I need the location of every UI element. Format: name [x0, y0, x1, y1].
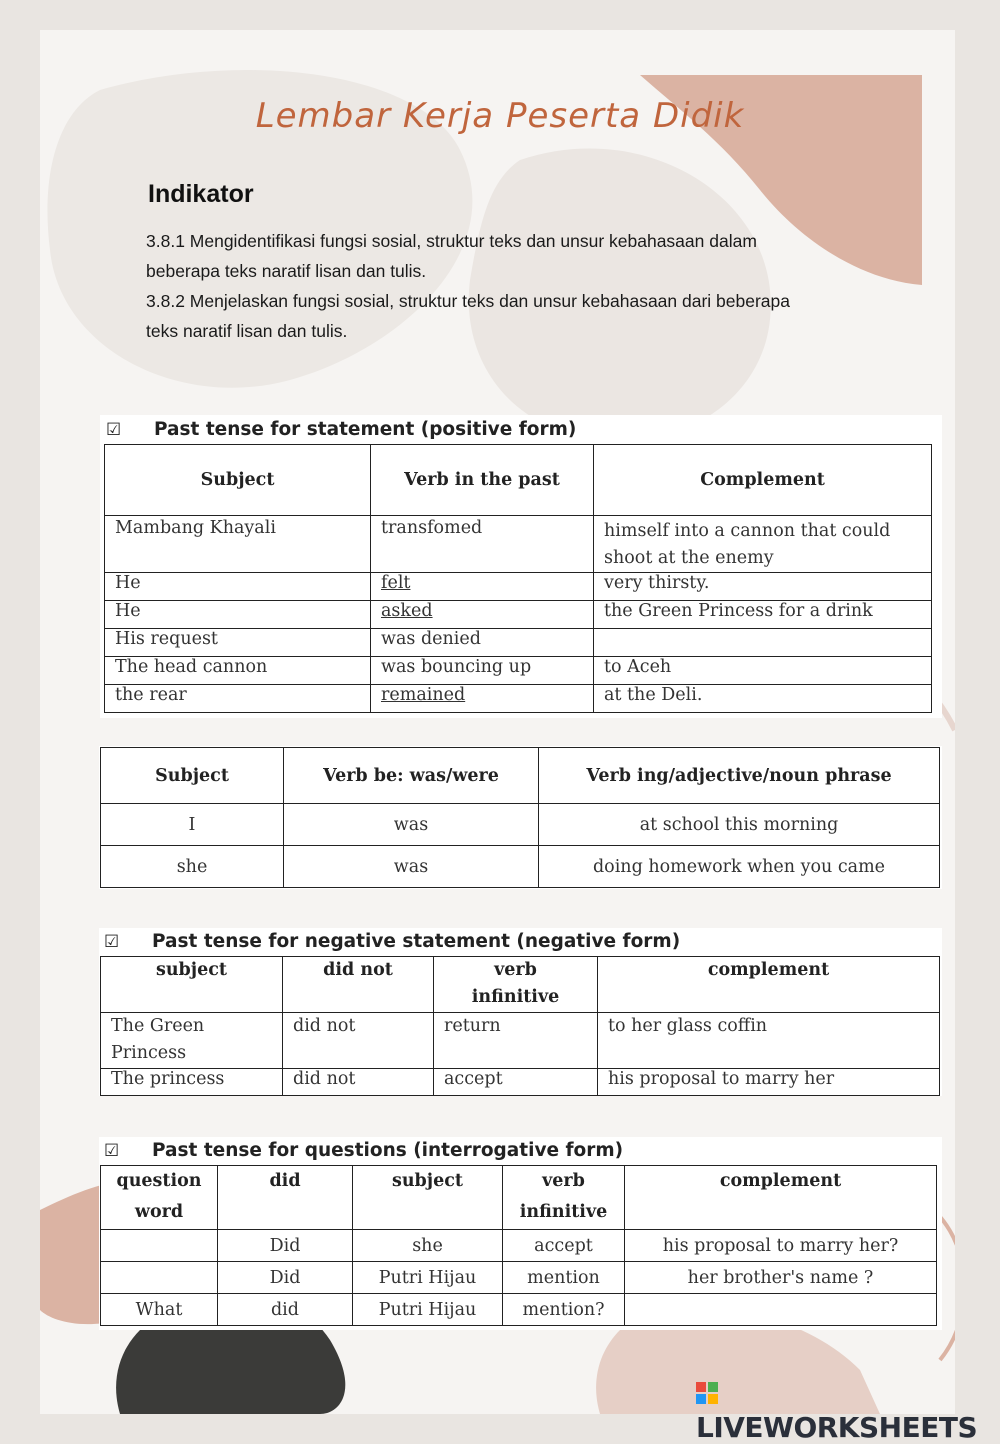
table-header-row — [101, 748, 940, 804]
table-cell: she — [101, 846, 284, 888]
checkbox-icon: ☑ — [104, 1141, 120, 1161]
table-cell: mention? — [503, 1294, 625, 1326]
table4-caption: ☑ Past tense for questions (interrogative form) — [104, 1140, 624, 1161]
table-cell: He — [105, 601, 371, 629]
checkbox-icon: ☑ — [106, 420, 122, 440]
table-row — [105, 516, 932, 573]
table-cell: His request — [105, 629, 371, 657]
table-cell: her brother's name ? — [625, 1262, 937, 1294]
indikator-line-2: 3.8.2 Menjelaskan fungsi sosial, struktur teks dan unsur kebahasaan dari beberapa teks naratif lisan dan tulis. — [146, 291, 791, 341]
table-cell: transfomed — [371, 516, 594, 573]
table-header-cell: Verb in the past — [371, 445, 594, 516]
table-cell — [101, 1230, 218, 1262]
table-cell: very thirsty. — [594, 573, 932, 601]
table-cell: Mambang Khayali — [105, 516, 371, 573]
table-cell: Putri Hijau — [353, 1294, 503, 1326]
table-row — [101, 804, 940, 846]
indikator-heading: Indikator — [148, 180, 254, 208]
table-cell: she — [353, 1230, 503, 1262]
table-header-cell: did not — [283, 957, 434, 1013]
table-header-cell: Subject — [101, 748, 284, 804]
table-header-cell: question word — [101, 1166, 218, 1230]
table-cell — [625, 1294, 937, 1326]
table-row — [101, 846, 940, 888]
table-cell: was bouncing up — [371, 657, 594, 685]
table-interrogative-form — [100, 1165, 937, 1326]
indikator-line-1: 3.8.1 Mengidentifikasi fungsi sosial, struktur teks dan unsur kebahasaan dalam beberapa teks naratif lisan dan tulis. — [146, 231, 757, 281]
table-row — [101, 1013, 940, 1069]
table-cell: did not — [283, 1013, 434, 1069]
table-cell: at school this morning — [539, 804, 940, 846]
page-title: Lembar Kerja Peserta Didik — [255, 96, 745, 136]
table-cell: did — [218, 1294, 353, 1326]
table-row — [105, 685, 932, 713]
table-cell: What — [101, 1294, 218, 1326]
table-cell: did not — [283, 1069, 434, 1096]
table-cell: The head cannon — [105, 657, 371, 685]
table-cell: himself into a cannon that could shoot at the enemy — [594, 516, 932, 573]
table-header-cell: Subject — [105, 445, 371, 516]
table-header-cell: subject — [101, 957, 283, 1013]
table-cell: was — [284, 846, 539, 888]
table-cell: to Aceh — [594, 657, 932, 685]
table-header-cell: Complement — [594, 445, 932, 516]
table-header-cell: Verb ing/adjective/noun phrase — [539, 748, 940, 804]
table-row — [105, 629, 932, 657]
table-cell: return — [434, 1013, 598, 1069]
table-header-row — [105, 445, 932, 516]
table-cell — [594, 629, 932, 657]
table-row — [105, 573, 932, 601]
table-negative-form — [100, 956, 940, 1096]
liveworksheets-logo-icon — [696, 1382, 718, 1404]
table-cell: The princess — [101, 1069, 283, 1096]
table-cell: Did — [218, 1262, 353, 1294]
table-cell: accept — [434, 1069, 598, 1096]
table-cell: the rear — [105, 685, 371, 713]
table-cell — [101, 1262, 218, 1294]
table-cell: the Green Princess for a drink — [594, 601, 932, 629]
table-header-cell: verb infinitive — [434, 957, 598, 1013]
table-cell: I — [101, 804, 284, 846]
table-header-cell: did — [218, 1166, 353, 1230]
table-cell: his proposal to marry her? — [625, 1230, 937, 1262]
checkbox-icon: ☑ — [104, 932, 120, 952]
table-row — [101, 1262, 937, 1294]
table-cell: mention — [503, 1262, 625, 1294]
table-cell: Did — [218, 1230, 353, 1262]
table-row — [101, 1069, 940, 1096]
table3-caption: ☑ Past tense for negative statement (negative form) — [104, 931, 681, 952]
table-row — [105, 657, 932, 685]
table-header-cell: verb infinitive — [503, 1166, 625, 1230]
table-header-cell: subject — [353, 1166, 503, 1230]
table-positive-form — [104, 444, 932, 713]
table-cell: his proposal to marry her — [598, 1069, 940, 1096]
table-header-cell: Verb be: was/were — [284, 748, 539, 804]
table-cell: He — [105, 573, 371, 601]
table-header-row — [101, 957, 940, 1013]
table-was-were — [100, 747, 940, 888]
logo-text: LIVEWORKSHEETS — [696, 1411, 978, 1444]
table-cell: The Green Princess — [101, 1013, 283, 1069]
table-row — [105, 601, 932, 629]
table-cell: asked — [371, 601, 594, 629]
table-cell: Putri Hijau — [353, 1262, 503, 1294]
liveworksheets-logo[interactable] — [696, 1378, 1000, 1444]
table-cell: was denied — [371, 629, 594, 657]
table-cell: remained — [371, 685, 594, 713]
table-row — [101, 1294, 937, 1326]
table-header-cell: complement — [625, 1166, 937, 1230]
table-header-cell: complement — [598, 957, 940, 1013]
table-cell: doing homework when you came — [539, 846, 940, 888]
table-cell: was — [284, 804, 539, 846]
table-cell: accept — [503, 1230, 625, 1262]
table-row — [101, 1230, 937, 1262]
indikator-text — [146, 226, 806, 346]
table-cell: to her glass coffin — [598, 1013, 940, 1069]
table-header-row — [101, 1166, 937, 1230]
table-cell: at the Deli. — [594, 685, 932, 713]
table-cell: felt — [371, 573, 594, 601]
table1-caption: ☑ Past tense for statement (positive form) — [106, 419, 577, 440]
